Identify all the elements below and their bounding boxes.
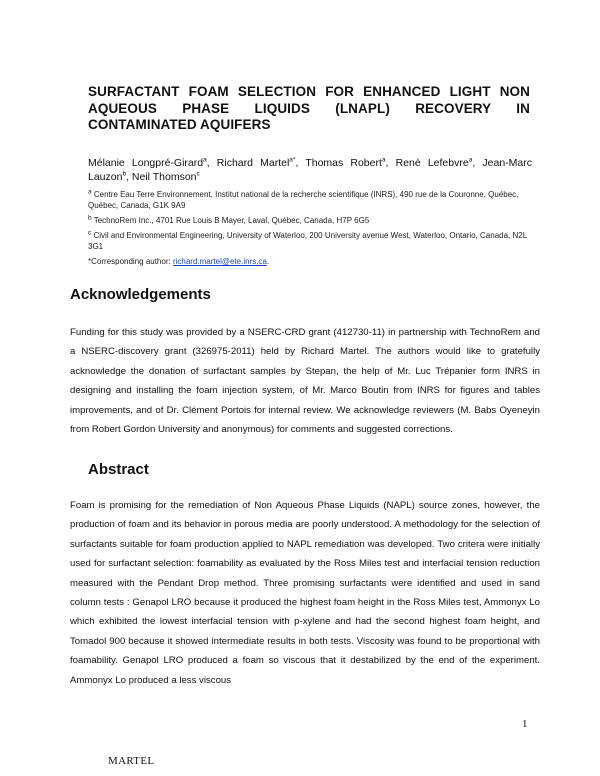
author-name: Thomas Robert	[305, 157, 382, 169]
affiliation-a: $^a$ Centre Eau Terre Environnement, Institut national de la recherche scientifique (INRS), 490 rue de la Couronne, Québec, Québec, Canada, G1K 9A9	[88, 188, 519, 210]
corresponding-author: *Corresponding author: richard.martel@ete.inrs.ca.	[88, 257, 270, 266]
corresponding-label: *Corresponding author:	[88, 257, 171, 266]
affiliation-b: $^b$ TechnoRem Inc., 4701 Rue Louis B Mayer, Laval, Québec, Canada, H7P 6G5	[88, 214, 370, 225]
acknowledgements-text: Funding for this study was provided by a NSERC-CRD grant (412730-11) in partnership with TechnoRem and a NSERC-discovery grant (326975-2011) held by Richard Martel. The authors would like to gratefully acknowledge the donation of surfactant samples by Stepan, the help of Mr. Luc Trépanier form INRS in designing and installing the foam injection system, of Mr. Marco Boutin from INRS for figures and tables improvements, and of Dr. Clément Portois for internal review. We acknowledge reviewers (M. Babs Oyeneyin from Robert Gordon University and anonymous) for comments and suggested corrections.	[70, 327, 540, 436]
acknowledgements-heading: Acknowledgements	[70, 286, 211, 303]
author-affiliation-mark: a	[468, 156, 473, 164]
author-name: Richard Martel	[216, 157, 290, 169]
running-footer: MARTEL	[108, 755, 155, 767]
author-affiliation-mark: c	[196, 170, 200, 177]
abstract-text: Foam is promising for the remediation of Non Aqueous Phase Liquids (NAPL) source zones, however, the production of foam and its behavior in porous media are poorly understood. A methodology for the selection of surfactants suitable for foam production applied to NAPL remediation was developed. Two critera were initially used for surfactant selection: foamability as evaluated by the Ross Miles test and interfacial tension reduction measured with the Pendant Drop method. Three promising surfactants were identified and used in sand column tests : Genapol LRO because it produced the highest foam height in the Ross Miles test, Ammonyx Lo which exhibited the lowest interfacial tension with p-xylene and had the second highest foam height, and Tomadol 900 because it showed intermediate results in both tests. Viscosity was found to be proportional with foamability. Genapol LRO produced a foam so viscous that it destabilized by the end of the experiment. Ammonyx Lo produced a less viscous	[70, 500, 540, 686]
author-name: Jean-Marc Lauzon	[88, 157, 532, 183]
corresponding-email-link[interactable]: richard.martel@ete.inrs.ca	[172, 257, 267, 266]
author-affiliation-mark: a	[381, 156, 386, 164]
author-affiliation-mark: a*	[289, 156, 296, 164]
author-list: Mélanie Longpré-Girard$^a$, Richard Martel$^{a*}$, Thomas Robert$^a$, René Lefebvre$^a$, Jean-Marc Lauzon$^b$, Neil Thomson$^c$	[88, 156, 532, 183]
author-name: Neil Thomson	[131, 170, 197, 183]
author-name: Mélanie Longpré-Girard	[88, 157, 204, 169]
abstract-heading: Abstract	[88, 461, 149, 478]
author-affiliation-mark: a	[203, 156, 207, 164]
affiliation-c: $^c$ Civil and Environmental Engineering, University of Waterloo, 200 University avenue West, Waterloo, Ontario, Canada, N2L 3G1	[88, 229, 527, 251]
paper-title: SURFACTANT FOAM SELECTION FOR ENHANCED LIGHT NON AQUEOUS PHASE LIQUIDS (LNAPL) RECOVERY IN CONTAMINATED AQUIFERS	[88, 84, 530, 132]
page-number: 1	[522, 718, 528, 730]
author-name: René Lefebvre	[395, 157, 469, 169]
author-affiliation-mark: b	[122, 170, 127, 177]
